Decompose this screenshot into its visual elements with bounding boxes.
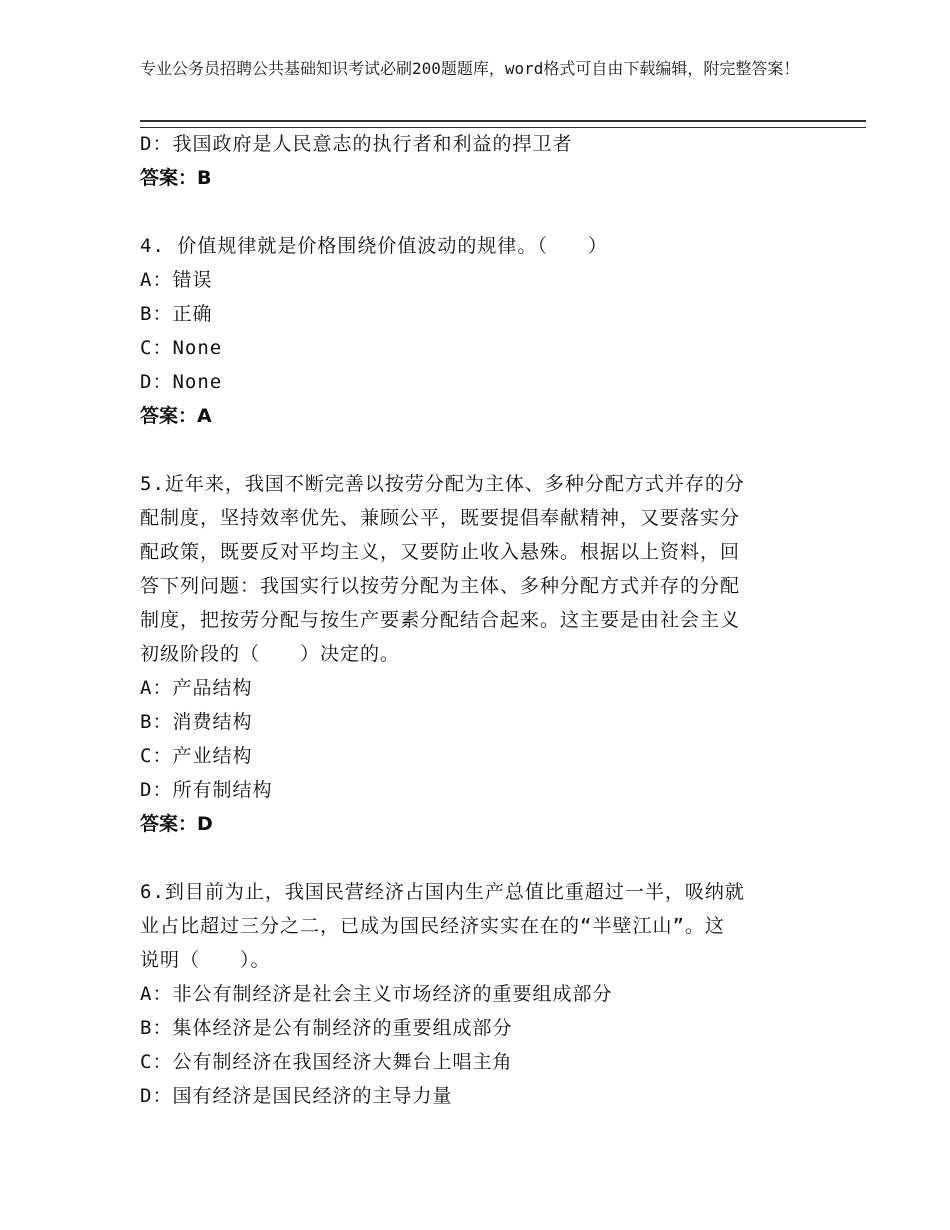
option-a: A：错误 xyxy=(140,269,213,291)
question-stem-line: 答下列问题：我国实行以按劳分配为主体、多种分配方式并存的分配 xyxy=(140,575,741,597)
option-c: C：公有制经济在我国经济大舞台上唱主角 xyxy=(140,1051,513,1073)
option-b: B：消费结构 xyxy=(140,711,253,733)
answer-label: 答案：D xyxy=(140,813,213,835)
header-text: 专业公务员招聘公共基础知识考试必刷200题题库，word格式可自由下载编辑，附完整答案！ xyxy=(140,59,800,78)
answer-label: 答案：B xyxy=(140,167,212,189)
answer-label: 答案：A xyxy=(140,405,212,427)
option-d: D：None xyxy=(140,371,223,393)
option-d: D：我国政府是人民意志的执行者和利益的捍卫者 xyxy=(140,133,573,155)
question-stem-line: 6.到目前为止，我国民营经济占国内生产总值比重超过一半，吸纳就 xyxy=(140,881,745,903)
question-4 xyxy=(140,229,800,433)
spacer xyxy=(140,841,800,875)
question-stem-line: 说明（ ）。 xyxy=(140,949,271,971)
question-stem-line: 配制度，坚持效率优先、兼顾公平，既要提倡奉献精神，又要落实分 xyxy=(140,507,741,529)
option-c: C：None xyxy=(140,337,223,359)
option-b: B：集体经济是公有制经济的重要组成部分 xyxy=(140,1017,513,1039)
question-5 xyxy=(140,467,800,841)
question-stem-line: 制度，把按劳分配与按生产要素分配结合起来。这主要是由社会主义 xyxy=(140,609,741,631)
question-6 xyxy=(140,875,800,1113)
question-3-tail xyxy=(140,127,800,195)
question-stem: 4. 价值规律就是价格围绕价值波动的规律。（ ） xyxy=(140,235,608,257)
option-d: D：国有经济是国民经济的主导力量 xyxy=(140,1085,453,1107)
option-a: A：非公有制经济是社会主义市场经济的重要组成部分 xyxy=(140,983,613,1005)
option-b: B：正确 xyxy=(140,303,213,325)
question-stem-line: 配政策，既要反对平均主义，又要防止收入悬殊。根据以上资料，回 xyxy=(140,541,741,563)
option-c: C：产业结构 xyxy=(140,745,253,767)
question-stem-line: 5.近年来，我国不断完善以按劳分配为主体、多种分配方式并存的分 xyxy=(140,473,745,495)
question-stem-line: 初级阶段的（ ）决定的。 xyxy=(140,643,401,665)
option-a: A：产品结构 xyxy=(140,677,253,699)
question-content xyxy=(140,127,800,1113)
document-header xyxy=(140,58,840,80)
question-stem-line: 业占比超过三分之二，已成为国民经济实实在在的“半壁江山”。这 xyxy=(140,915,725,937)
option-d: D：所有制结构 xyxy=(140,779,273,801)
spacer xyxy=(140,195,800,229)
spacer xyxy=(140,433,800,467)
